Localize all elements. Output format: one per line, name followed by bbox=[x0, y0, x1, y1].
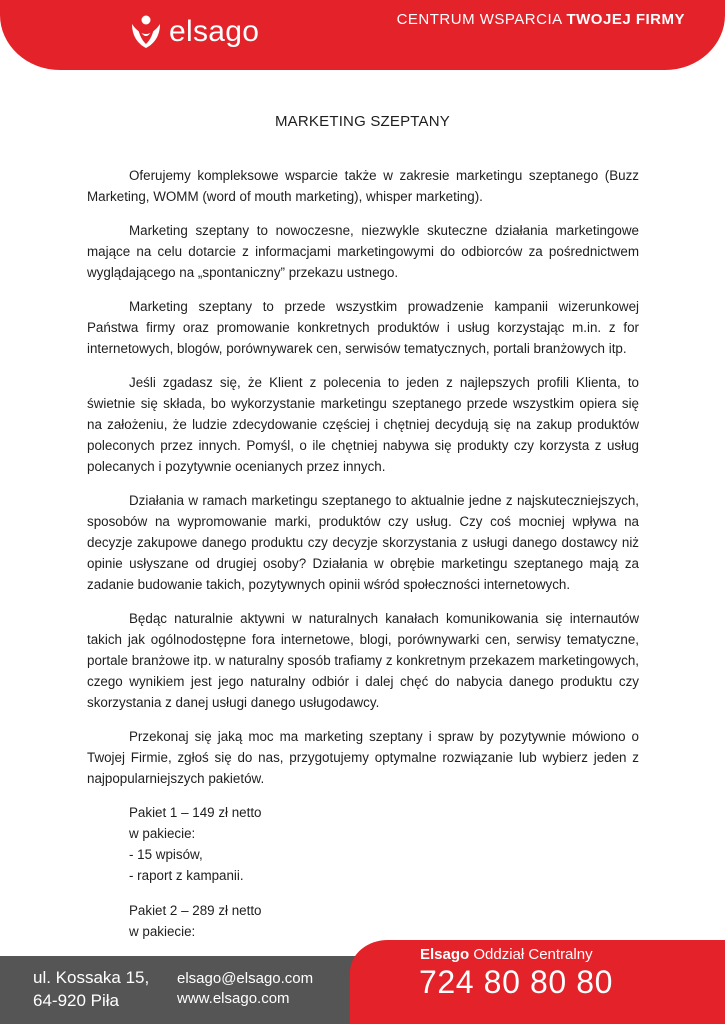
package-line: - 15 wpisów, bbox=[129, 847, 203, 862]
package-title: Pakiet 1 – 149 zł netto bbox=[129, 805, 262, 820]
tagline-bold: TWOJEJ FIRMY bbox=[566, 11, 685, 28]
package-title: Pakiet 2 – 289 zł netto bbox=[129, 903, 262, 918]
paragraph: Marketing szeptany to przede wszystkim prowadzenie kampanii wizerunkowej Państwa firmy oraz promowanie konkretnych produktów i usług korzystając m.in. z for internetowych, blogów, porównywarek cen, serwisów tematycznych, portali branżowych itp. bbox=[87, 299, 639, 356]
paragraph: Marketing szeptany to nowoczesne, niezwykle skuteczne działania marketingowe mające na celu dotarcie z informacjami marketingowymi do odbiorców za pośrednictwem wyglądającego na „spontaniczny” przekazu ustnego. bbox=[87, 223, 639, 280]
paragraph: Oferujemy kompleksowe wsparcie także w zakresie marketingu szeptanego (Buzz Marketing, WOMM (word of mouth marketing), whisper marketing). bbox=[87, 168, 639, 204]
package-1 bbox=[129, 802, 639, 886]
tagline-regular: CENTRUM WSPARCIA bbox=[396, 11, 567, 28]
footer-address bbox=[33, 966, 149, 1012]
header-tagline bbox=[397, 11, 685, 28]
package-2 bbox=[129, 900, 639, 942]
paragraph: Przekonaj się jaką moc ma marketing szeptany i spraw by pozytywnie mówiono o Twojej Firmie, zgłoś się do nas, przygotujemy optymalne rozwiązanie lub wybierz jeden z najpopularniejszych pakietów. bbox=[87, 729, 639, 786]
packages-list bbox=[129, 802, 639, 942]
package-line: - raport z kampanii. bbox=[129, 868, 244, 883]
paragraph: Działania w ramach marketingu szeptanego to aktualnie jedne z najskuteczniejszych, sposobów na wypromowanie marki, produktów czy usług. Czy coś mocniej wpływa na decyzje zakupowe danego produktu czy decyzje skorzystania z usługi danego dostawcy niż opinie usłyszane od drugiej osoby? Działania w obrębie marketingu szeptanego mają za zadanie budowanie takich, pozytywnych opinii wśród społeczności internetowych. bbox=[87, 493, 639, 592]
footer-contact bbox=[177, 969, 313, 1009]
elsago-logo-icon bbox=[128, 14, 164, 50]
paragraph: Jeśli zgadasz się, że Klient z polecenia to jeden z najlepszych profili Klienta, to świetnie się składa, bo wykorzystanie marketingu szeptanego przede wszystkim opiera się na założeniu, że ludzie zdecydowanie częściej i chętniej decydują się na zakup produktów poleconych przez innych. Pomyśl, o ile chętniej nabywa się produkty czy korzysta z usług polecanych i pozytywnie ocenianych przez innych. bbox=[87, 375, 639, 474]
logo-wordmark: elsago bbox=[169, 15, 260, 48]
email-link[interactable]: elsago@elsago.com bbox=[177, 970, 314, 987]
main-content bbox=[87, 165, 639, 956]
address-city: 64-920 Piła bbox=[33, 991, 120, 1010]
paragraph: Będąc naturalnie aktywni w naturalnych kanałach komunikowania się internautów takich jak ogólnodostępne fora internetowe, blogi, porównywarki cen, serwisy tematyczne, portale branżowe itp. w naturalny sposób trafiamy z konkretnym przekazem marketingowych, czego wynikiem jest jego naturalny odbiór i dalej chęć do nabycia danego produktu czy skorzystania z danej usługi danego usługodawcy. bbox=[87, 611, 639, 710]
website-link[interactable]: www.elsago.com bbox=[177, 990, 290, 1007]
package-line: w pakiecie: bbox=[129, 826, 196, 841]
office-brand: Elsago bbox=[420, 946, 470, 963]
office-name: Oddział Centralny bbox=[469, 946, 593, 963]
package-line: w pakiecie: bbox=[129, 924, 196, 939]
elsago-logo[interactable] bbox=[128, 14, 259, 50]
address-street: ul. Kossaka 15, bbox=[33, 968, 150, 987]
office-label bbox=[420, 946, 593, 963]
page-title: MARKETING SZEPTANY bbox=[274, 113, 450, 130]
header-banner bbox=[0, 0, 725, 70]
phone-number[interactable]: 724 80 80 80 bbox=[419, 964, 614, 1000]
